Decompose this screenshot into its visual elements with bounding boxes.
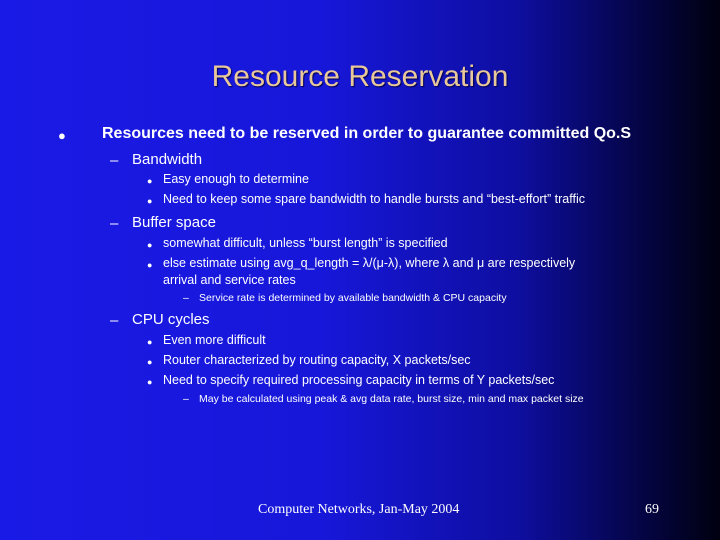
bullet-icon: ● [147,357,153,367]
bullet-icon: ● [147,240,153,250]
bullet-icon: ● [147,196,153,206]
buffer-sub-note: Service rate is determined by available bandwidth & CPU capacity [199,292,507,304]
buffer-item-1: somewhat difficult, unless “burst length” is specified [163,236,448,250]
bandwidth-heading: Bandwidth [132,151,203,168]
page-number: 69 [645,502,659,517]
buffer-item-2-continued: arrival and service rates [163,273,296,287]
dash-marker: – [110,152,119,169]
bullet-icon: ● [147,260,153,270]
cpu-heading: CPU cycles [132,311,210,328]
bandwidth-item-1: Easy enough to determine [163,172,309,186]
main-bullet-text: Resources need to be reserved in order to guarantee committed Qo.S [102,125,632,142]
dash-marker: – [110,312,119,329]
footer-text: Computer Networks, Jan-May 2004 [258,502,460,517]
dash-marker: – [183,292,189,304]
bullet-icon: ● [147,337,153,347]
slide-title [0,60,720,94]
bullet-icon: ● [147,377,153,387]
cpu-item-2: Router characterized by routing capacity, X packets/sec [163,353,471,367]
dash-marker: – [183,393,189,405]
slide-title-text: Resource Reservation [211,60,509,93]
bandwidth-item-2: Need to keep some spare bandwidth to handle bursts and “best-effort” traffic [163,192,586,206]
buffer-heading: Buffer space [132,214,216,231]
cpu-item-3: Need to specify required processing capacity in terms of Y packets/sec [163,373,555,387]
dash-marker: – [110,215,119,232]
bullet-icon: ● [147,176,153,186]
bullet-icon: ● [58,128,66,143]
cpu-item-1: Even more difficult [163,333,266,347]
buffer-item-2: else estimate using avg_q_length = λ/(μ-λ), where λ and μ are respectively [163,256,576,270]
cpu-sub-note: May be calculated using peak & avg data rate, burst size, min and max packet size [199,393,584,405]
